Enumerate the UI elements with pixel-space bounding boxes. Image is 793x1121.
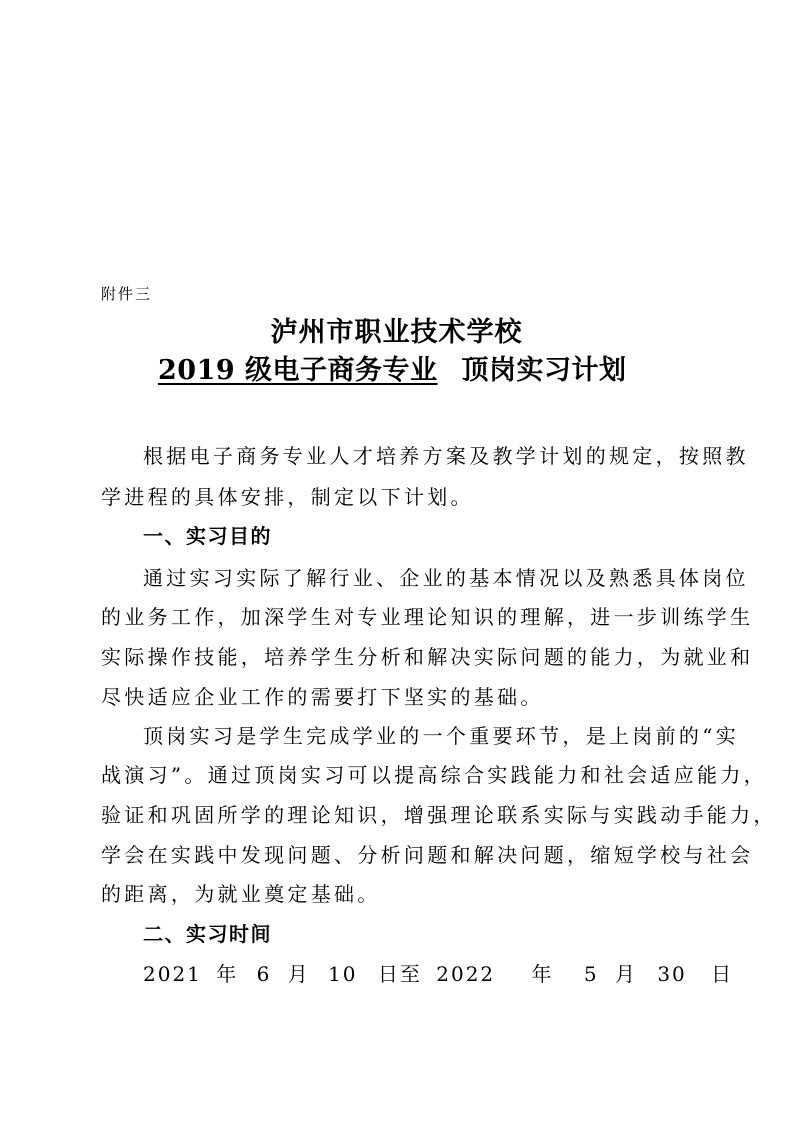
year-char: 年 [216,962,239,986]
annex-label: 附件三 [101,285,153,303]
date-to: 日至 [377,962,422,986]
paragraph-line: 通过实习实际了解行业、企业的基本情况以及熟悉具体岗位 [143,566,749,590]
paragraph-line: 验证和巩固所学的理论知识，增强理论联系实际与实践动手能力， [101,803,777,827]
year-char: 年 [531,962,554,986]
section-heading-time: 二、实习时间 [143,922,272,946]
title-major-underlined: 2019 级电子商务专业 [158,355,438,386]
day-char: 日 [711,962,734,986]
paragraph-line: 实际操作技能，培养学生分析和解决实际问题的能力，为就业和 [101,645,754,669]
end-month: 5 [583,962,599,986]
paragraph-line: 顶岗实习是学生完成学业的一个重要环节，是上岗前的“实 [143,724,740,748]
end-day: 30 [657,962,687,986]
end-year: 2022 [436,962,496,986]
paragraph-line: 学会在实践中发现问题、分析问题和解决问题，缩短学校与社会 [101,843,754,867]
section-heading-purpose: 一、实习目的 [143,524,272,548]
title-plan-name [158,348,627,387]
start-day: 10 [328,962,358,986]
title-school-name: 泸州市职业技术学校 [270,317,523,348]
title-plan-suffix: 顶岗实习计划 [461,355,627,386]
month-char: 月 [287,962,310,986]
internship-date-range [143,958,733,987]
intro-line: 根据电子商务专业人才培养方案及教学计划的规定，按照教 [143,444,749,468]
start-year: 2021 [143,962,202,986]
month-char: 月 [614,962,637,986]
paragraph-line: 的业务工作，加深学生对专业理论知识的理解，进一步训练学生 [101,605,754,629]
paragraph-line: 的距离，为就业奠定基础。 [101,882,381,906]
start-month: 6 [256,962,272,986]
paragraph-line: 尽快适应企业工作的需要打下坚实的基础。 [101,685,544,709]
intro-line: 学进程的具体安排，制定以下计划。 [101,485,474,509]
paragraph-line: 战演习”。通过顶岗实习可以提高综合实践能力和社会适应能力， [101,763,767,787]
